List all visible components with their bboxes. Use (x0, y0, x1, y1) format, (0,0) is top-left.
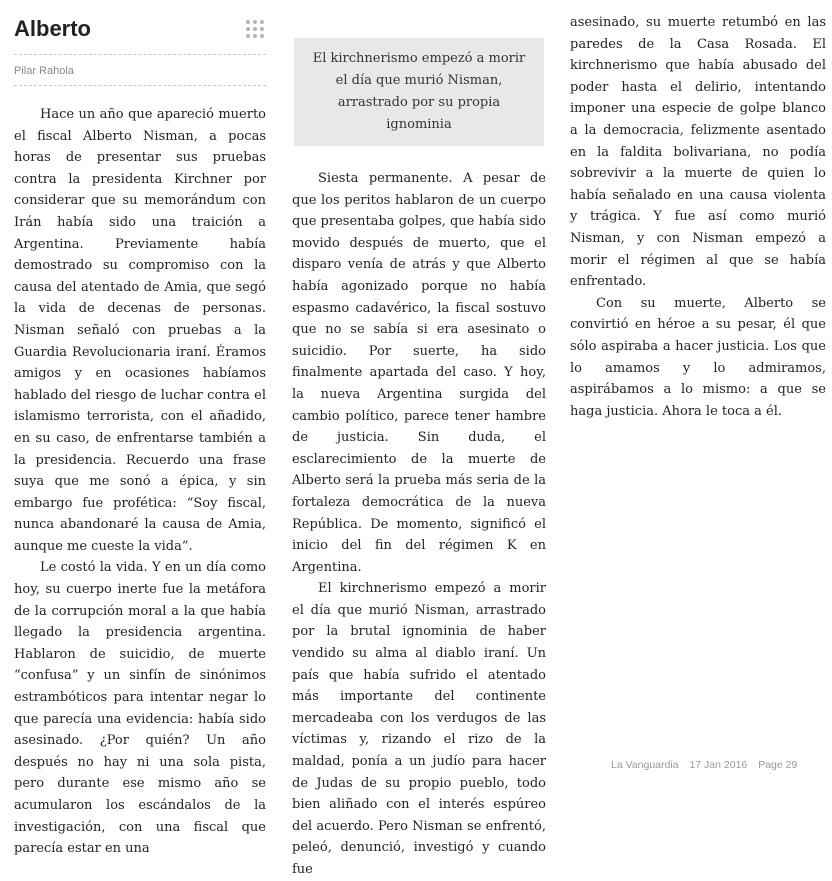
publication-name: La Vanguardia (611, 759, 679, 771)
page-footer (611, 759, 805, 771)
header (14, 12, 266, 46)
paragraph: asesinado, su muerte retumbó en las paredes de la Casa Rosada. El kirchnerismo que había abusado del poder hasta el delirio, intentando imponer una especie de golpe blanco a la democracia, felizmente asentado en la faldita bolivariana, no podía sobrevivir a la muerte de quien lo había señalado en una causa violenta y trágica. Y fue así como murió Nisman, y con Nisman empezó a morir el régimen al que se había enfrentado. (570, 15, 826, 290)
author-name: Pilar Rahola (14, 65, 74, 77)
divider (14, 85, 266, 86)
paragraph: Hace un año que apareció muerto el fiscal Alberto Nisman, a pocas horas de presentar sus pruebas contra la presidenta Kirchner por considerar que su memorándum con Irán había sido una traición a Argentina. Previamente había demostrado su compromiso con la causa del atentado de Amia, que segó la vida de decenas de personas. Nisman señaló con pruebas a la Guardia Revolucionaria iraní. Éramos amigos y en ocasiones habíamos hablado del riesgo de luchar contra el islamismo terrorista, con el añadido, en su caso, de enfrentarse también a la presidencia. Recuerdo una frase suya que me sonó a épica, y sin embargo fue profética: “Soy fiscal, nunca abandonaré la causa de Amia, aunque me cueste la vida”. (14, 107, 266, 554)
paragraph: Con su muerte, Alberto se convirtió en héroe a su pesar, él que sólo aspiraba a hacer justicia. Los que lo amamos y lo admiramos, aspirábamos a lo mismo: a que se haga justicia. Ahora le toca a él. (570, 295, 826, 419)
publication-date: 17 Jan 2016 (689, 759, 748, 771)
column-2 (292, 0, 546, 877)
pull-quote: El kirchnerismo empezó a morir el día que murió Nisman, arrastrado por su propia ignominia (294, 38, 544, 146)
divider (14, 54, 266, 55)
paragraph: Le costó la vida. Y en un día como hoy, su cuerpo inerte fue la metáfora de la corrupción moral a la que había llegado la presidencia argentina. Hablaron de suicidio, de muerte “confusa” y un sinfín de sinónimos estrambóticos para intentar negar lo que parecía una evidencia: había sido asesinado. ¿Por quién? Un año después no hay ni una sola pista, pero durante ese mismo año se acumularon los escándalos de la investigación, con una fiscal que parecía estar en una (14, 560, 266, 857)
paragraph: Siesta permanente. A pesar de que los peritos hablaron de un cuerpo que presentaba golpes, que había sido movido después de muerto, que el disparo venía de atrás y que Alberto había agonizado porque no había espasmo cadavérico, la fiscal sostuvo que no se sabía si era asesinato o suicidio. Por suerte, ha sido finalmente apartada del caso. Y hoy, la nueva Argentina surgida del cambio político, parece tener hambre de justicia. Sin duda, el esclarecimiento de la muerte de Alberto será la prueba más seria de la fortaleza democrática de la nueva República. De momento, significó el inicio del fin del régimen K en Argentina. (292, 171, 546, 575)
paragraph: El kirchnerismo empezó a morir el día que murió Nisman, arrastrado por la brutal ignominia de haber vendido su alma al diablo iraní. Un país que había sufrido el atentado más importante del continente mercadeaba con los verdugos de las víctimas y, rizando el rizo de la maldad, ponía a un judío para hacer de Judas de su propio pueblo, todo bien aliñado con el interés espúreo del acuerdo. Pero Nisman se enfrentó, peleó, denunció, investigó y cuando fue (292, 581, 546, 877)
column-1 (14, 0, 266, 857)
column-3 (570, 0, 826, 795)
article-title: Alberto (14, 16, 91, 41)
grid-handle-icon[interactable] (246, 20, 264, 38)
page-number: Page 29 (758, 759, 798, 771)
